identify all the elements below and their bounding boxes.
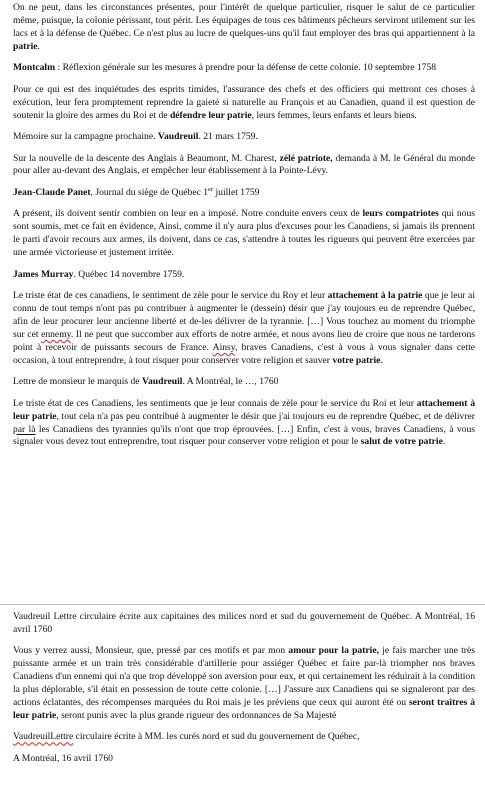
author-name: Vaudreuil	[157, 131, 199, 143]
spellcheck-word: VaudreuilLettre	[13, 731, 74, 743]
bold-text: leurs compatriotes	[362, 208, 439, 220]
author-name: Montcalm	[13, 62, 56, 74]
citation-text: , Journal du siège de Québec 1	[90, 186, 209, 198]
citation-memoire	[13, 131, 475, 144]
spellcheck-word: Ainsy	[212, 341, 235, 353]
text: les Canadiens des tyrannies qu'ils n'ont que trop éprouvées. […] Enfin, c'est à vous, braves Canadiens, à vous signaler vous devez tout entreprendre, tout risquer pour conserver votre religion et pour le	[13, 423, 475, 448]
text: A présent, ils doivent sentir combien on leur en a imposé. Notre conduite envers ceux de	[13, 208, 363, 220]
bold-text: salut de votre patrie	[360, 436, 443, 448]
citation-circulaire-capitaines	[13, 611, 475, 637]
text: , seront punis avec la plus grande rigueur des ordonnances de Sa Majesté	[56, 709, 337, 721]
citation-panet	[13, 187, 475, 200]
citation-text: . Québec 14 novembre 1759.	[73, 268, 185, 280]
citation-date: juillet 1759	[213, 186, 260, 198]
citation-text: Lettre de monsieur le marquis de	[13, 376, 142, 388]
text: , tout cela n'a pas peu contribué à augmenter le désir que j'ai toujours eu de reprendre Québec, et de délivrer	[56, 410, 475, 422]
text: .	[442, 436, 446, 448]
section-divider	[0, 604, 485, 605]
text: je fais marcher une très puissante armée et un train très considérable d'artillerie pour assiéger Québec et faire par-là triompher nos braves Canadiens d'un ennemi qui n'a que trop développé son aversion pour eux, et qui certainement les réduirait à la condition la plus déplorable, s'il était en possession de toute cette colonie. […] J'assure aux Canadiens qui se signaleront par des actions éclatantes, des récompenses marquées du Roi mais je les préviens que ceux qui auront été ou	[13, 645, 475, 709]
author-name: James Murray	[13, 268, 74, 280]
paragraph-triste-etat-2	[13, 398, 475, 450]
citation-murray	[13, 269, 475, 282]
text: Pour ce qui est des inquiétudes des esprits timides, l'assurance des chefs et des officiers qui mettront ces choses à exécution, leur fera promptement reprendre la gaieté si naturelle au François et au Canadien, quand il est question de soutenir la gloire des armes du Roi et de	[13, 83, 475, 121]
bold-text: seront traîtres à leur patrie	[13, 697, 476, 721]
spellcheck-word: ennemy	[41, 328, 71, 340]
bold-text: zélé patriote,	[279, 152, 333, 164]
bold-text: patrie	[13, 40, 38, 52]
bold-text: amour pour la patrie,	[288, 645, 379, 657]
text: qui nous sont soumis, met ce fait en évidence, Ainsi, comme il n'y aura plus d'excuses pour les Canadiens, si jamais ils prennent le parti d'avoir recours aux armes, ils doivent, dans ce cas, s'attendre à toutes les rigueurs qui peuvent être exercées par une armée victorieuse et justement irritée.	[13, 208, 475, 259]
paragraph-charest	[13, 153, 475, 179]
document-page	[13, 2, 475, 458]
bold-text: attachement à leur patrie	[13, 397, 475, 422]
text: .	[37, 40, 40, 52]
paragraph-amour-patrie	[13, 645, 475, 722]
citation-date: A Montréal, 16 avril 1760	[13, 752, 113, 764]
citation-date: . A Montréal, le …, 1760	[182, 376, 279, 388]
citation-date: . 21 mars 1759.	[198, 131, 258, 143]
citation-lettre-vaudreuil	[13, 376, 475, 389]
citation-text: : Réflexion générale sur les mesures à prendre pour la défense de cette colonie. 10 septembre 1758	[55, 62, 437, 74]
underlined-text: par là	[13, 423, 36, 435]
paragraph-salut	[13, 2, 475, 54]
citation-date-final	[13, 753, 475, 766]
text: que je leur ai connu de tout temps n'ont pas pu contribuer à augmenter le (dessein) désir que j'ay toujours eu de reprendre Québec, afin de leur procurer leur ancienne liberté et de-les délivrer de la tyrannie. […] Vous touchez au moment du triomphe sur cet	[13, 290, 475, 340]
paragraph-triste-etat-1	[13, 290, 475, 367]
citation-circulaire-cures	[13, 731, 475, 744]
text: Vous y verrez aussi, Monsieur, que, pressé par ces motifs et par mon	[13, 645, 289, 657]
paragraph-inquietudes	[13, 84, 475, 123]
bold-text: attachement à la patrie	[327, 290, 423, 302]
text: .	[380, 354, 383, 366]
text: . Il ne peut que succomber aux efforts de notre armée, et nous avons lieu de croire que nous ne tarderons point à recevoir de puissants secours de France.	[13, 328, 475, 353]
text: demanda à M. le Général du monde pour aller au-devant des Anglais, et empêcher leur établissement à la Pointe-Lévy.	[13, 152, 476, 177]
text: Sur la nouvelle de la descente des Anglais à Beaumont, M. Charest,	[13, 152, 280, 164]
bold-text: votre patrie	[332, 354, 381, 366]
superscript: er	[208, 185, 214, 193]
document-continuation	[13, 611, 475, 774]
author-name: Jean-Claude Panet	[13, 186, 91, 198]
citation-text: Vaudreuil Lettre circulaire écrite aux capitaines des milices nord et sud du gouvernement de Québec. A Montréal, 16 avril 1760	[13, 611, 475, 635]
paragraph-compatriotes	[13, 208, 475, 260]
citation-text: Mémoire sur la campagne prochaine.	[13, 131, 158, 143]
text: Le triste état de ces Canadiens, les sentiments que je leur connais de zèle pour le service du Roi et leur	[13, 397, 417, 409]
citation-montcalm	[13, 62, 475, 75]
text: Le triste état de ces canadiens, le sentiment de zèle pour le service du Roy et leur	[13, 290, 328, 302]
text: , leurs femmes, leurs enfants et leurs biens.	[251, 109, 417, 121]
text: , braves Canadiens, c'est à vous à vous signaler dans cette occasion, à tout entreprendre, à tout risquer pour conserver votre religion et sauver	[13, 341, 475, 366]
author-name: Vaudreuil	[141, 376, 183, 388]
citation-text: circulaire écrite à MM. les curés nord et sud du gouvernement de Québec,	[73, 731, 360, 743]
text: On ne peut, dans les circonstances présentes, pour l'intérêt de quelque particulier, risquer le salut de ce particulier même, puisque, la colonie périssant, tout périt. Les équipages de tous ces bâtiments pêcheurs serviront utilement sur les lacs et à la défense de Québec. Ce n'est plus au lucre de quelques-uns qu'il faut employer des bras qui appartiennent à la	[13, 2, 475, 39]
bold-text: défendre leur patrie	[169, 109, 252, 121]
